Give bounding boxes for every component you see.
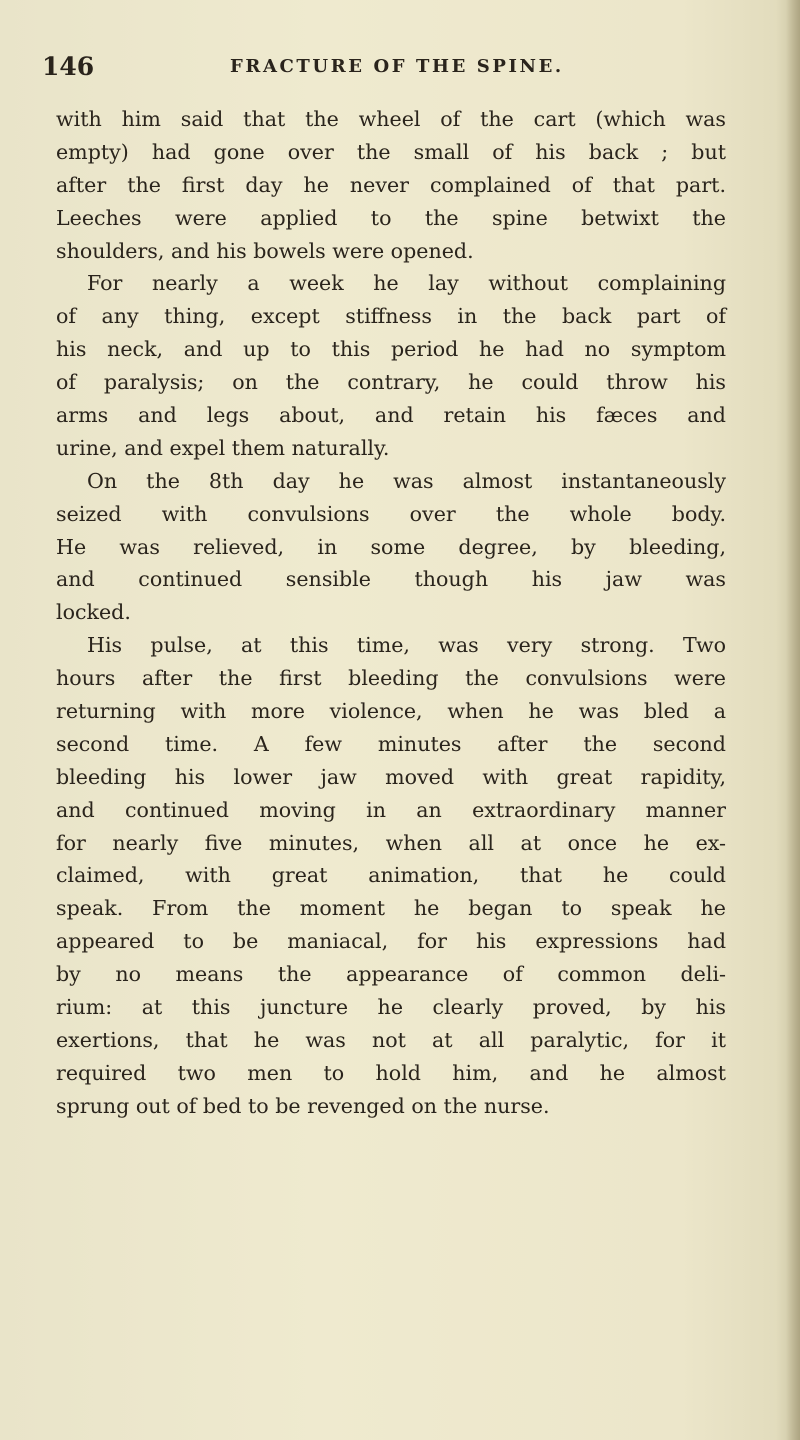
- text-line: of paralysis; on the contrary, he could throw his: [56, 370, 726, 395]
- text-line: by no means the appearance of common deli-: [56, 962, 726, 987]
- text-line: and continued sensible though his jaw was: [56, 567, 726, 592]
- text-line: with him said that the wheel of the cart (which was: [56, 107, 726, 131]
- text-line: second time. A few minutes after the second: [56, 731, 726, 756]
- text-line: bleeding his lower jaw moved with great rapidity,: [56, 764, 726, 789]
- running-head: FRACTURE OF THE SPINE.: [230, 56, 564, 77]
- text-line: seized with convulsions over the whole body.: [56, 501, 726, 526]
- text-line: arms and legs about, and retain his fæces and: [56, 403, 726, 428]
- text-line: On the 8th day he was almost instantaneously: [87, 468, 726, 493]
- text-line: of any thing, except stiffness in the back part of: [56, 304, 726, 329]
- text-line: locked.: [56, 600, 131, 625]
- text-line: empty) had gone over the small of his back ; but: [56, 139, 726, 164]
- text-line: returning with more violence, when he was bled a: [56, 699, 726, 724]
- text-line: after the first day he never complained of that part.: [56, 172, 726, 197]
- text-line: He was relieved, in some degree, by bleeding,: [56, 534, 726, 559]
- page-edge-shadow: [786, 0, 800, 1440]
- text-line: required two men to hold him, and he almost: [56, 1060, 726, 1085]
- page-number: 146: [42, 52, 95, 81]
- text-line: exertions, that he was not at all paralytic, for it: [56, 1027, 726, 1052]
- text-line: shoulders, and his bowels were opened.: [56, 238, 474, 263]
- text-line: hours after the first bleeding the convulsions were: [56, 666, 726, 691]
- text-line: and continued moving in an extraordinary manner: [56, 797, 726, 822]
- text-line: for nearly five minutes, when all at once he ex-: [56, 830, 726, 855]
- text-line: rium: at this juncture he clearly proved, by his: [56, 995, 726, 1020]
- text-line: appeared to be maniacal, for his expressions had: [56, 929, 726, 954]
- text-line: urine, and expel them naturally.: [56, 435, 390, 460]
- text-line: Leeches were applied to the spine betwixt the: [56, 205, 726, 230]
- body-text: [56, 103, 726, 1123]
- text-line: speak. From the moment he began to speak he: [56, 896, 726, 921]
- text-line: his neck, and up to this period he had no symptom: [56, 337, 726, 362]
- text-line: claimed, with great animation, that he could: [56, 863, 726, 888]
- text-line: sprung out of bed to be revenged on the nurse.: [56, 1093, 550, 1118]
- page-header: [42, 52, 762, 92]
- text-line: For nearly a week he lay without complaining: [87, 271, 726, 296]
- text-line: His pulse, at this time, was very strong. Two: [87, 633, 726, 658]
